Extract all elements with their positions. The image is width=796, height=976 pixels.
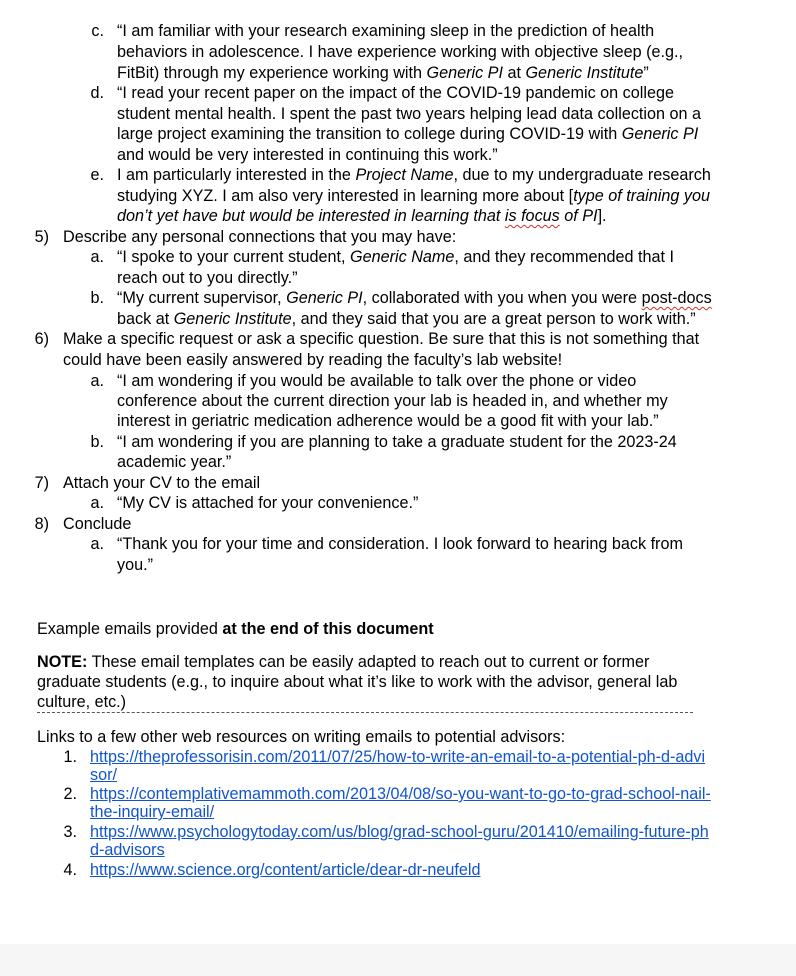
section-8-label: 8) xyxy=(34,515,49,533)
link-4-line-1[interactable]: https://www.science.org/content/article/dear-dr-neufeld xyxy=(90,861,481,879)
link-2-line-1[interactable]: https://contemplativemammoth.com/2013/04/08/so-you-want-to-go-to-grad-school-nail- xyxy=(90,785,711,803)
item-d-line-3: large project examining the transition to college during COVID-19 with Generic PI xyxy=(117,125,699,143)
item-5b-label: b. xyxy=(90,289,104,307)
item-6b-line-1: “I am wondering if you are planning to take a graduate student for the 2023-24 xyxy=(117,433,677,451)
link-4[interactable] xyxy=(90,860,481,880)
item-7a-text: “My CV is attached for your convenience.” xyxy=(117,494,419,512)
section-5-label: 5) xyxy=(34,228,49,246)
link-2-line-2[interactable]: the-inquiry-email/ xyxy=(90,803,215,821)
item-5b-line-2: back at Generic Institute, and they said that you are a great person to work with.” xyxy=(117,310,696,328)
link-3[interactable] xyxy=(90,822,709,842)
page-bottom-edge xyxy=(0,944,796,976)
note-line-1: NOTE: These email templates can be easily adapted to reach out to current or former xyxy=(37,653,650,671)
section-7-text: Attach your CV to the email xyxy=(63,474,261,492)
item-8a-line-2: you.” xyxy=(117,556,153,574)
links-intro: Links to a few other web resources on writing emails to potential advisors: xyxy=(37,728,566,746)
section-6-line-2: could have been easily answered by reading the faculty’s lab website! xyxy=(63,351,563,369)
item-6a-label: a. xyxy=(90,372,104,390)
section-8-text: Conclude xyxy=(63,515,132,533)
note-line-3: culture, etc.) xyxy=(37,693,127,711)
item-6b-label: b. xyxy=(90,433,104,451)
example-emails-note: Example emails provided at the end of this document xyxy=(37,620,434,638)
item-c-line-3: FitBit) through my experience working with Generic PI at Generic Institute” xyxy=(117,64,649,82)
link-2-cont[interactable] xyxy=(90,802,214,822)
link-2-number: 2. xyxy=(63,785,77,803)
item-c-line-1: “I am familiar with your research examining sleep in the prediction of health xyxy=(117,22,655,40)
item-e-line-2: studying XYZ. I am also very interested in learning more about [type of training you xyxy=(117,187,710,205)
link-1-line-1[interactable]: https://theprofessorisin.com/2011/07/25/how-to-write-an-email-to-a-potential-ph-d-advi xyxy=(90,748,706,766)
item-5a-line-1: “I spoke to your current student, Generic Name, and they recommended that I xyxy=(117,248,674,266)
item-5b-line-1: “My current supervisor, Generic PI, collaborated with you when you were post-docs xyxy=(117,289,712,307)
item-c-label: c. xyxy=(91,22,104,40)
item-6a-line-1: “I am wondering if you would be available to talk over the phone or video xyxy=(117,372,637,390)
note-line-2: graduate students (e.g., to inquire about what it’s like to work with the advisor, general lab xyxy=(37,673,678,691)
link-3-number: 3. xyxy=(63,823,77,841)
item-d-line-4: and would be very interested in continuing this work.” xyxy=(117,146,498,164)
section-6-line-1: Make a specific request or ask a specific question. Be sure that this is not something that xyxy=(63,330,700,348)
link-1[interactable] xyxy=(90,747,705,767)
link-3-cont[interactable] xyxy=(90,840,165,860)
link-1-cont[interactable] xyxy=(90,765,117,785)
link-1-line-2[interactable]: sor/ xyxy=(90,766,117,784)
section-6-label: 6) xyxy=(34,330,49,348)
item-6b-line-2: academic year.” xyxy=(117,453,232,471)
item-c-line-2: behaviors in adolescence. I have experience working with objective sleep (e.g., xyxy=(117,43,683,61)
item-8a-label: a. xyxy=(90,535,104,553)
item-d-line-1: “I read your recent paper on the impact of the COVID-19 pandemic on college xyxy=(117,84,674,102)
item-e-line-1: I am particularly interested in the Project Name, due to my undergraduate research xyxy=(117,166,711,184)
item-5a-line-2: reach out to you directly.” xyxy=(117,269,298,287)
item-7a-label: a. xyxy=(90,494,104,512)
section-5-text: Describe any personal connections that you may have: xyxy=(63,228,457,246)
link-4-number: 4. xyxy=(63,861,77,879)
item-6a-line-3: interest in geriatric medication adherence would be a good fit with your lab.” xyxy=(117,412,659,430)
item-e-label: e. xyxy=(90,166,104,184)
link-1-number: 1. xyxy=(63,748,77,766)
link-3-line-2[interactable]: d-advisors xyxy=(90,841,165,859)
item-e-line-3: don’t yet have but would be interested in learning that is focus of PI]. xyxy=(117,207,607,225)
item-5a-label: a. xyxy=(90,248,104,266)
item-6a-line-2: conference about the current direction your lab is headed in, and whether my xyxy=(117,392,668,410)
item-8a-line-1: “Thank you for your time and consideration. I look forward to hearing back from xyxy=(117,535,683,553)
section-7-label: 7) xyxy=(34,474,49,492)
dashed-divider xyxy=(37,712,693,713)
item-d-label: d. xyxy=(90,84,104,102)
item-d-line-2: student mental health. I spent the past two years helping lead data collection on a xyxy=(117,105,702,123)
link-3-line-1[interactable]: https://www.psychologytoday.com/us/blog/grad-school-guru/201410/emailing-future-ph xyxy=(90,823,709,841)
link-2[interactable] xyxy=(90,784,711,804)
